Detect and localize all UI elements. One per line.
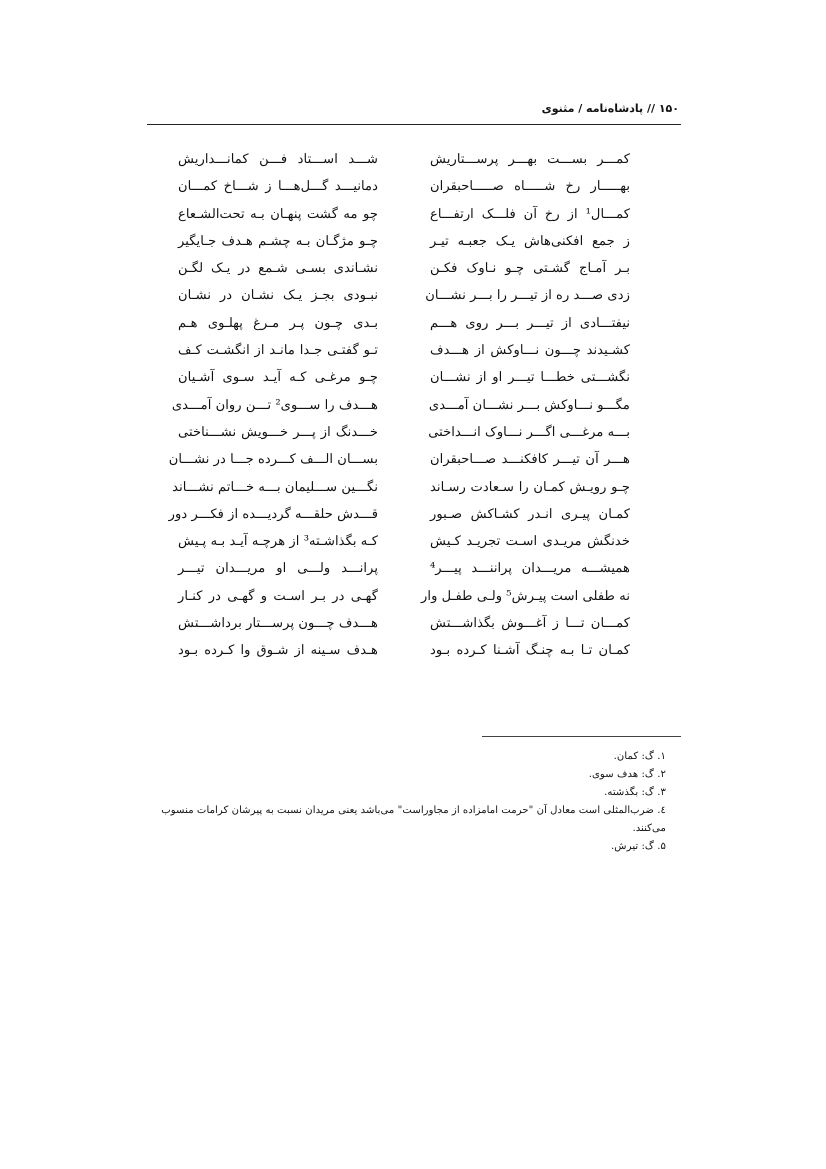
footnote-divider: [482, 736, 681, 737]
hemistich: کشـیدند چـــون نـــاوکش از هـــدف: [430, 343, 630, 359]
hemistich: مگـــو نـــاوکش بـــر نشـــان آمـــدی: [428, 397, 630, 413]
hemistich: هـدف سـینه از شـوق وا کـرده بـود: [178, 643, 378, 659]
hemistich: قـــدش حلقـــه گردیـــده از فکـــر دور: [168, 506, 378, 522]
footnotes: [146, 748, 666, 856]
footnote: ۱. گ: کمان.: [613, 751, 666, 762]
footnote: ۵. گ: تیرش.: [611, 841, 666, 852]
running-header: [147, 100, 681, 125]
hemistich: کمـــان تـــا ز آغـــوش بگذاشـــتش: [430, 616, 630, 632]
hemistich: بهـــــار رخ شـــــاه صـــــاحبقران: [430, 179, 630, 195]
verse-column-left: [168, 146, 379, 665]
hemistich: کمـــال¹ از رخ آن فلـــک ارتفـــاع: [430, 206, 630, 222]
hemistich: گهـی در بـر اسـت و گهـی در کنـار: [178, 588, 378, 604]
hemistich: بـــه مرغـــی اگـــر نـــاوک انـــداختی: [428, 424, 630, 440]
hemistich: نبـودی بجـز یـک نشـان در نشـان: [178, 288, 378, 304]
hemistich: چـو رویـش کمـان را سـعادت رسـاند: [430, 479, 630, 495]
hemistich: نیفتـــادی از تیـــر بـــر روی هـــم: [430, 315, 630, 331]
hemistich: خـــدنگ از پـــر خـــویش نشـــناختی: [178, 424, 378, 440]
hemistich: هـــدف چـــون پرســـتار برداشـــتش: [178, 616, 378, 632]
hemistich: کـه بگذاشـته³ از هرچـه آیـد بـه پـیش: [178, 534, 379, 550]
hemistich: پرانـــد ولـــی او مریـــدان تیـــر: [178, 561, 378, 577]
hemistich: زدی صـــد ره از تیـــر را بـــر نشـــان: [425, 288, 630, 304]
header-title: ۱۵۰ // پادشاه‌نامه / مثنوی: [541, 102, 679, 115]
hemistich: ز جمع افکنی‌هاش یـک جعبـه تیـر: [430, 233, 630, 249]
hemistich: بـدی چـون پـر مـرغ پهلـوی هـم: [178, 315, 378, 331]
hemistich: دمانیـــد گـــل‌هـــا ز شـــاخ کمـــان: [178, 179, 378, 195]
hemistich: نه طفلی است پیـرش⁵ ولـی طفـل وار: [421, 588, 630, 604]
verse-column-right: [421, 146, 630, 665]
hemistich: نگشـــتی خطـــا تیـــر او از نشـــان: [430, 370, 630, 386]
hemistich: هـــر آن تیـــر کافکنـــد صـــاحبقران: [430, 452, 630, 468]
hemistich: بســـان الـــف کـــرده جـــا در نشـــان: [168, 452, 378, 468]
hemistich: چـو مژگـان بـه چشـم هـدف جـایگیر: [178, 233, 378, 249]
hemistich: هـــدف را ســـوی² تـــن روان آمـــدی: [171, 397, 378, 413]
footnote: ٤. ضرب‌المثلی است معادل آن "حرمت امامزاده از مجاوراست" می‌باشد یعنی مریدان نسبت به پیرشان کرامات منسوب می‌کنند.: [161, 805, 666, 834]
hemistich: نگـــین ســـلیمان بـــه خـــاتم نشـــاند: [172, 479, 378, 495]
hemistich: نشـاندی بسـی شـمع در یـک لگـن: [178, 261, 378, 277]
hemistich: چو مه گشت پنهـان بـه تحت‌الشـعاع: [178, 206, 378, 222]
hemistich: کمـان پیـری انـدر کشـاکش صـبور: [430, 506, 630, 522]
hemistich: خدنگش مریـدی اسـت تجریـد کـیش: [430, 534, 630, 550]
hemistich: همیشـــه مریـــدان پراننـــد پیـــر⁴: [430, 561, 630, 577]
hemistich: کمـــر بســـت بهـــر پرســـتاریش: [430, 152, 630, 167]
hemistich: تـو گفتـی جـدا مانـد از انگشـت کـف: [178, 343, 378, 359]
footnote: ۲. گ: هدف سوی.: [588, 769, 666, 780]
hemistich: شـــد اســـتاد فـــن کمانـــداریش: [178, 152, 378, 167]
hemistich: بـر آمـاج گشـتی چـو نـاوک فکـن: [430, 261, 630, 277]
footnote: ۳. گ: بگذشته.: [604, 787, 666, 798]
hemistich: چـو مرغـی کـه آیـد سـوی آشـیان: [178, 370, 378, 386]
hemistich: کمـان تـا بـه چنـگ آشـنا کـرده بـود: [430, 643, 630, 659]
